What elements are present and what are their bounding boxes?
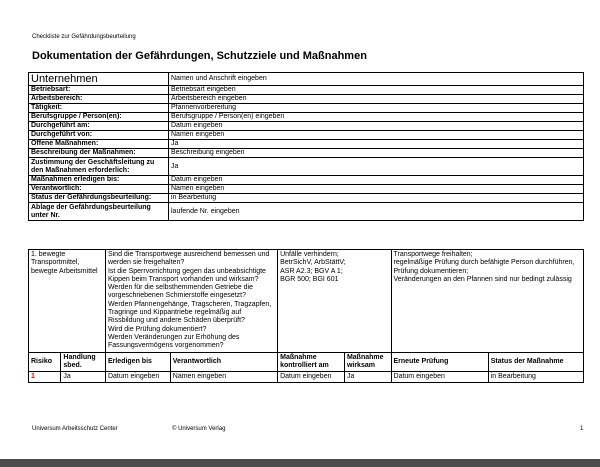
- info-value[interactable]: Ja: [169, 140, 584, 149]
- need-value[interactable]: Ja: [61, 372, 106, 383]
- responsible-value[interactable]: Namen eingeben: [170, 372, 277, 383]
- status-value[interactable]: in Bearbeitung: [488, 372, 583, 383]
- info-row-beschreibung: [29, 149, 584, 158]
- info-row-durchgefuehrt-am: [29, 122, 584, 131]
- info-row-taetigkeit: [29, 104, 584, 113]
- need-header: Handlung sbed.: [61, 352, 106, 372]
- questions-cell: Sind die Transportwege ausreichend bemessen und werden sie freigehalten? Ist die Sperrvorrichtung gegen das unbeabsichtigte Kippen beim Transport vorhanden und wirksam? Werden für die selbsthemmenden Getriebe die vorgeschriebenen Schmierstoffe eingesetzt? Werden Pfannengehänge, Tragscheren, Tragzapfen, Tragringe und Kippantriebe regelmäßig auf Rissbildung und andere Schäden überprüft? Wird die Prüfung dokumentiert? Werden Veränderungen zur Erhöhung des Fassungsvermögens vorgenommen?: [105, 250, 277, 353]
- info-row-durchgefuehrt-von: [29, 131, 584, 140]
- info-value[interactable]: Beschreibung eingeben: [169, 149, 584, 158]
- info-value[interactable]: Namen eingeben: [169, 185, 584, 194]
- hazard-row: [29, 250, 584, 353]
- info-value[interactable]: Ja: [169, 158, 584, 176]
- info-row-erledigen-bis: [29, 176, 584, 185]
- info-row-betriebsart: [29, 86, 584, 95]
- info-label: Durchgeführt von:: [29, 131, 169, 140]
- info-value[interactable]: Pfannenvorbereitung: [169, 104, 584, 113]
- effective-value[interactable]: Ja: [344, 372, 391, 383]
- footer-org: Universum Arbeitsschutz Center: [32, 426, 118, 432]
- info-label: Offene Maßnahmen:: [29, 140, 169, 149]
- info-value[interactable]: laufende Nr. eingeben: [169, 203, 584, 221]
- info-label: Tätigkeit:: [29, 104, 169, 113]
- risk-value[interactable]: 1: [29, 372, 61, 383]
- next-check-header: Erneute Prüfung: [391, 352, 488, 372]
- checked-value[interactable]: Datum eingeben: [278, 372, 345, 383]
- info-value[interactable]: Namen eingeben: [169, 131, 584, 140]
- checked-header: Maßnahme kontrolliert am: [278, 352, 345, 372]
- info-row-arbeitsbereich: [29, 95, 584, 104]
- info-row-zustimmung: [29, 158, 584, 176]
- info-label: Status der Gefährdungsbeurteilung:: [29, 194, 169, 203]
- measure-header-row: [29, 352, 584, 372]
- status-header: Status der Maßnahme: [488, 352, 583, 372]
- info-label: Beschreibung der Maßnahmen:: [29, 149, 169, 158]
- risk-assessment-table: [28, 249, 584, 383]
- info-label: Zustimmung der Geschäftsleitung zu den Maßnahmen erforderlich:: [29, 158, 169, 176]
- info-value[interactable]: Arbeitsbereich eingeben: [169, 95, 584, 104]
- info-label: Maßnahmen erledigen bis:: [29, 176, 169, 185]
- footer-copyright: © Universum Verlag: [172, 426, 226, 432]
- due-value[interactable]: Datum eingeben: [105, 372, 170, 383]
- hazard-cell: 1. bewegte Transportmittel, bewegte Arbeitsmittel: [29, 250, 106, 353]
- due-header: Erledigen bis: [105, 352, 170, 372]
- info-label: Durchgeführt am:: [29, 122, 169, 131]
- info-value[interactable]: in Bearbeitung: [169, 194, 584, 203]
- info-row-verantwortlich: [29, 185, 584, 194]
- info-row-offene-massnahmen: [29, 140, 584, 149]
- page-title: Dokumentation der Gefährdungen, Schutzziele und Maßnahmen: [32, 50, 367, 62]
- responsible-header: Verantwortlich: [170, 352, 277, 372]
- info-label: Verantwortlich:: [29, 185, 169, 194]
- info-label: Berufsgruppe / Person(en):: [29, 113, 169, 122]
- protection-goal-cell: Unfälle verhindern; BetrSichV, ArbStättV; ASR A2.3; BGV A 1; BGR 500; BGI 601: [278, 250, 391, 353]
- company-info-table: [28, 72, 584, 221]
- measures-cell: Transportwege freihalten; regelmäßige Prüfung durch befähigte Person durchführen, Prüfung dokumentieren; Veränderungen an den Pfannen sind nur bedingt zulässig: [391, 250, 583, 353]
- info-value[interactable]: Betriebsart eingeben: [169, 86, 584, 95]
- info-row-ablage: [29, 203, 584, 221]
- info-row-company: [29, 73, 584, 86]
- info-value[interactable]: Berufsgruppe / Person(en) eingeben: [169, 113, 584, 122]
- effective-header: Maßnahme wirksam: [344, 352, 391, 372]
- company-value[interactable]: Namen und Anschrift eingeben: [169, 73, 584, 86]
- measure-value-row: [29, 372, 584, 383]
- page-header-small: Checkliste zur Gefährdungsbeurteilung: [32, 34, 136, 40]
- company-label: Unternehmen: [29, 73, 169, 86]
- footer-page-number: 1: [580, 426, 584, 432]
- viewer-background: [0, 459, 600, 467]
- info-label: Arbeitsbereich:: [29, 95, 169, 104]
- info-label: Ablage der Gefährdungsbeurteilung unter Nr.: [29, 203, 169, 221]
- info-row-status: [29, 194, 584, 203]
- info-row-berufsgruppe: [29, 113, 584, 122]
- info-value[interactable]: Datum eingeben: [169, 122, 584, 131]
- risk-header: Risiko: [29, 352, 61, 372]
- info-label: Betriebsart:: [29, 86, 169, 95]
- next-check-value[interactable]: Datum eingeben: [391, 372, 488, 383]
- info-value[interactable]: Datum eingeben: [169, 176, 584, 185]
